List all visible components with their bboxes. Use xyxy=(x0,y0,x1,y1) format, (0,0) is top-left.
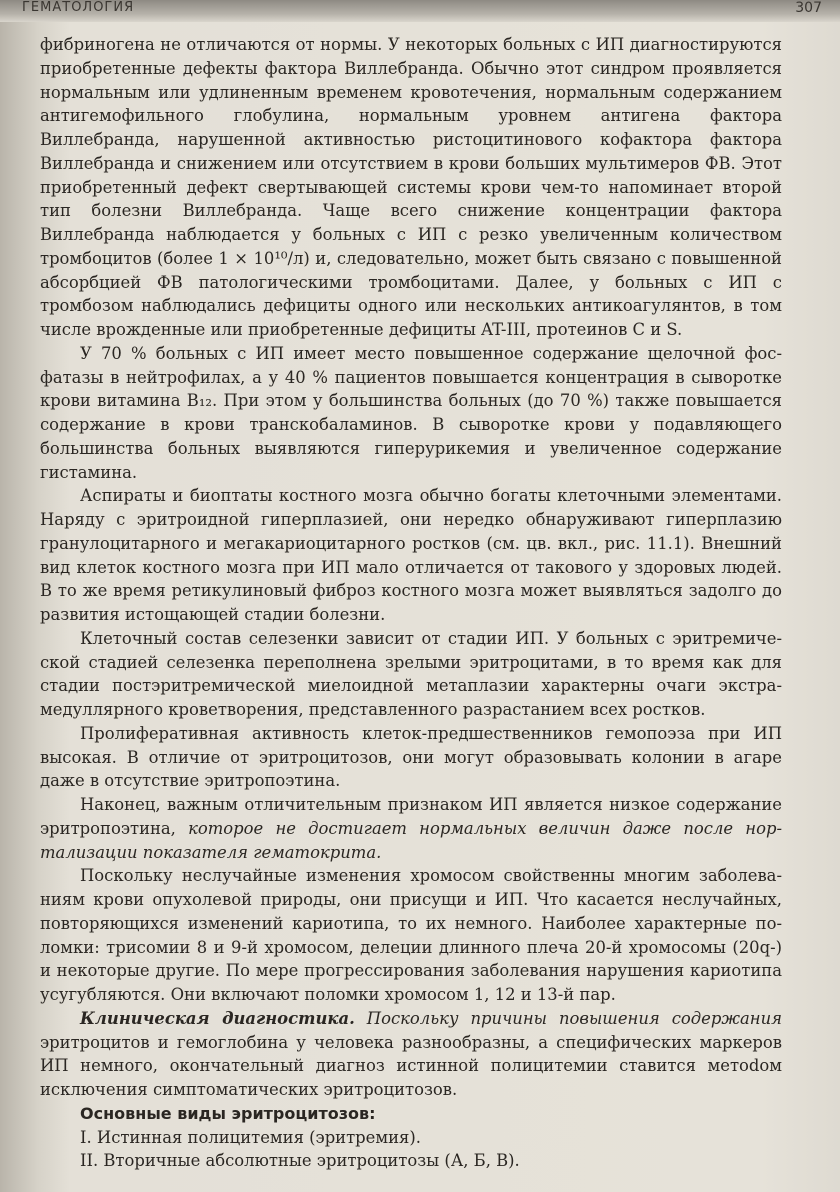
list-item: II. Вторичные абсолютные эритроцитозы (А, Б, В). xyxy=(80,1151,520,1171)
erythrocytosis-types-list xyxy=(40,1102,782,1173)
paragraph-1: фибриногена не отличаются от нормы. У некоторых больных с ИП диагностируются приобретенные дефекты фактора Виллебранда. Обычно этот синдром проявляется нормальным или удлиненным временем кровотечения, нормальным содержанием антигемофильного глобулина, нормальным уровнем антигена фактора Виллебранда, нарушенной активностью ристоцитинового кофактора фактора Виллебранда и снижением или отсутствием в крови больших мультимеров ФВ. Этот приобретенный дефект свертывающей системы крови чем-то напоминает второй тип болезни Виллебранда. Чаще всего снижение концентрации фактора Виллебранда наблюдается у больных с ИП с резко увеличенным количеством тромбоцитов (более 1 × 10¹⁰/л) и, следовательно, может быть связано с повышенной абсорбцией ФВ патологическими тромбоцитами. Далее, у больных с ИП с тромбозом наблюдались дефициты одного или нескольких антикоагулянтов, в том числе врожденные или приобретенные дефициты AT-III, протеинов С и S. xyxy=(40,35,782,339)
paragraph-6-text: Наконец, важным отличительным признаком ИП является низкое содержание эритропоэтина, xyxy=(40,795,782,838)
paragraph-8 xyxy=(40,1007,782,1102)
running-title: ГЕМАТОЛОГИЯ xyxy=(22,0,135,15)
section-lead-clinical-diagnostics: Клиническая диагностика. xyxy=(80,1008,355,1028)
running-header xyxy=(0,0,840,22)
paragraph-8-text: эритроцитов и гемоглобина у человека разнообразны, а специфических маркеров ИП немного, окончательный диагноз истинной полицитемии ставится метоdом исключения симптоматических эритроцитозов. xyxy=(40,1032,782,1099)
paragraph-2: У 70 % больных с ИП имеет место повышенное содержание щелочной фосфатазы в нейтрофилах, а у 40 % пациентов повышается концентрация в сыворотке крови витамина B₁₂. При этом у большинства больных (до 70 %) также повышается содержание в крови транскобаламинов. В сыворотке крови у подавляющего большинства больных выявляются гиперурикемия и увеличенное содержание гистамина. xyxy=(40,343,782,482)
list-item: I. Истинная полицитемия (эритремия). xyxy=(80,1127,421,1147)
list-heading: Основные виды эритроцитозов: xyxy=(80,1103,376,1123)
page-number: 307 xyxy=(795,0,822,16)
paragraph-4: Клеточный состав селезенки зависит от стадии ИП. У больных с эритремической стадией селезенка переполнена зрелыми эритроцитами, в то время как для стадии постэритремической миелоидной метаплазии характерны очаги экстрамедуллярного кроветворения, представленного разрастанием всех ростков. xyxy=(40,628,782,719)
body-text xyxy=(40,33,782,1173)
paragraph-3: Аспираты и биоптаты костного мозга обычно богаты клеточными элементами. Наряду с эритроидной гиперплазией, они нередко обнаруживают гиперплазию гранулоцитарного и мегакариоцитарного ростков (см. цв. вкл., рис. 11.1). Внешний вид клеток костного мозга при ИП мало отличается от такового у здоровых людей. В то же время ретикулиновый фиброз костного мозга может выявляться задолго до развития истощающей стадии болезни. xyxy=(40,486,782,624)
paragraph-8-italic: Поскольку причины повышения содержания xyxy=(354,1008,782,1028)
paragraph-7: Поскольку неслучайные изменения хромосом свойственны многим заболеваниям крови опухолевой природы, они присущи и ИП. Что касается неслучайных, повторяющихся изменений кариотипа, то их немного. Наиболее характерные поломки: трисомии 8 и 9-й хромосом, делеции длинного плеча 20-й хромосомы (20q-) и некоторые другие. По мере прогрессирования заболевания нарушения кариотипа усугубляются. Они включают поломки хромосом 1, 12 и 13-й пар. xyxy=(40,866,782,1004)
paragraph-6-italic: которое не достигает нормальных величин даже после норmализации показателя гематокрита. xyxy=(40,818,782,862)
paragraph-5: Пролиферативная активность клеток-предшественников гемопоэза при ИП высокая. В отличие от эритроцитозов, они могут образовывать колонии в агаре даже в отсутствие эритропоэтина. xyxy=(40,723,782,791)
paragraph-6 xyxy=(40,793,782,864)
